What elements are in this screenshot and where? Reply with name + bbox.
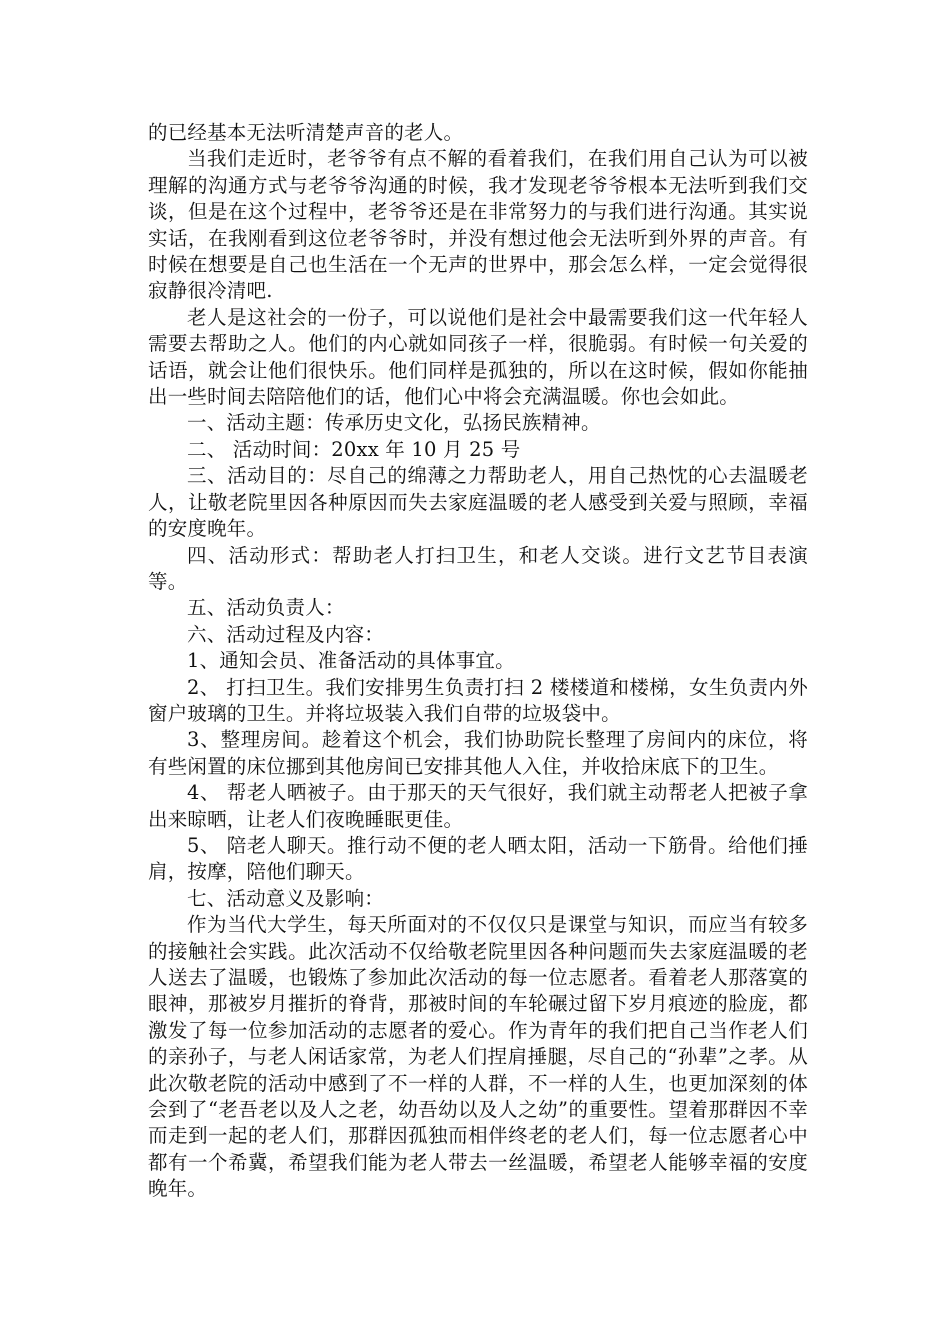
section-activity-time: 二、 活动时间：20xx 年 10 月 25 号 — [187, 437, 521, 461]
section-activity-form: 四、活动形式：帮助老人打扫卫生，和老人交谈。进行文艺节目表演等。 — [148, 543, 808, 593]
paragraph-elderly-in-society: 老人是这社会的一份子，可以说他们是社会中最需要我们这一代年轻人需要去帮助之人。他们的内心就如同孩子一样，很脆弱。有时候一句关爱的话语，就会让他们很快乐。他们同样是孤独的，所以在这时候，假如你能抽出一些时间去陪陪他们的话，他们心中将会充满温暖。你也会如此。 — [148, 305, 808, 409]
list-item-chat: 5、 陪老人聊天。推行动不便的老人晒太阳，活动一下筋骨。给他们捶肩，按摩，陪他们聊天。 — [148, 833, 808, 884]
section-significance: 七、活动意义及影响： — [187, 886, 385, 910]
paragraph-continuation: 的已经基本无法听清楚声音的老人。 — [148, 121, 464, 144]
section-activity-process: 六、活动过程及内容： — [187, 622, 385, 646]
section-activity-theme: 一、活动主题：传承历史文化，弘扬民族精神。 — [187, 411, 601, 435]
paragraph-significance-body: 作为当代大学生，每天所面对的不仅仅只是课堂与知识，而应当有较多的接触社会实践。此次活动不仅给敬老院里因各种问题而失去家庭温暖的老人送去了温暖，也锻炼了参加此次活动的每一位志愿者。看着老人那落寞的眼神，那被岁月摧折的脊背，那被时间的车轮碾过留下岁月痕迹的脸庞，都激发了每一位参加活动的志愿者的爱心。作为青年的我们把自己当作老人们的亲孙子，与老人闲话家常，为老人们捏肩捶腿，尽自己的“孙辈”之孝。从此次敬老院的活动中感到了不一样的人群，不一样的人生，也更加深刻的体会到了“老吾老以及人之老，幼吾幼以及人之幼”的重要性。望着那群因不幸而走到一起的老人们，那群因孤独而相伴终老的老人们，每一位志愿者心中都有一个希冀，希望我们能为老人带去一丝温暖，希望老人能够幸福的安度晚年。 — [148, 913, 808, 1201]
list-item-notify-members: 1、通知会员、准备活动的具体事宜。 — [187, 649, 515, 673]
list-item-tidy-rooms: 3、整理房间。趁着这个机会，我们协助院长整理了房间内的床位，将有些闲置的床位挪到其他房间已安排其他人入住，并收拾床底下的卫生。 — [148, 728, 808, 778]
section-activity-leader: 五、活动负责人： — [187, 596, 345, 620]
list-item-cleaning: 2、 打扫卫生。我们安排男生负责打扫 2 楼楼道和楼梯，女生负责内外窗户玻璃的卫生。并将垃圾装入我们自带的垃圾袋中。 — [148, 675, 808, 725]
paragraph-old-man-encounter: 当我们走近时，老爷爷有点不解的看着我们，在我们用自己认为可以被理解的沟通方式与老爷爷沟通的时候，我才发现老爷爷根本无法听到我们交谈，但是在这个过程中，老爷爷还是在非常努力的与我们进行沟通。其实说实话，在我刚看到这位老爷爷时，并没有想过他会无法听到外界的声音。有时候在想要是自己也生活在一个无声的世界中，那会怎么样，一定会觉得很寂静很冷清吧. — [148, 147, 808, 303]
list-item-dry-quilts: 4、 帮老人晒被子。由于那天的天气很好，我们就主动帮老人把被子拿出来晾晒，让老人们夜晚睡眠更佳。 — [148, 781, 808, 831]
section-activity-purpose: 三、活动目的：尽自己的绵薄之力帮助老人，用自己热忱的心去温暖老人，让敬老院里因各种原因而失去家庭温暖的老人感受到关爱与照顾，幸福的安度晚年。 — [148, 464, 808, 541]
document-body — [148, 120, 808, 1203]
